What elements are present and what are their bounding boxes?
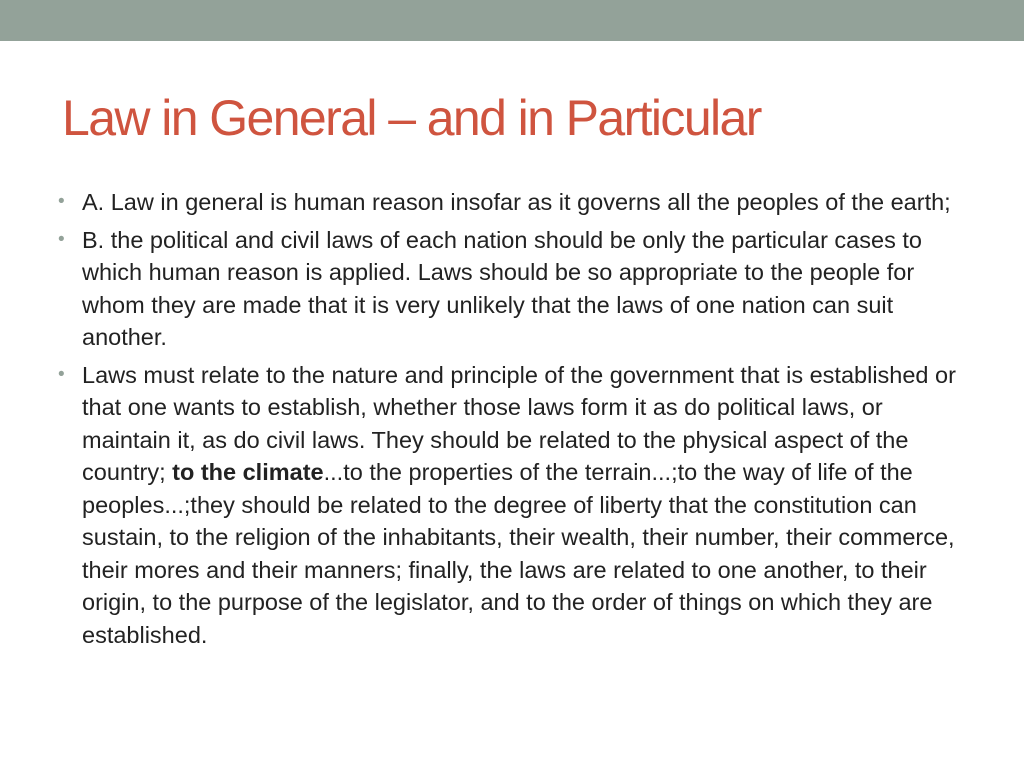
bullet-text: A. Law in general is human reason insofar as it governs all the peoples of the earth; — [82, 189, 951, 215]
bullet-text-emphasis: to the climate — [172, 459, 324, 485]
bullet-text: B. the political and civil laws of each nation should be only the particular cases to which human reason is applied. Laws should be so appropriate to the people for whom they are made that it is very unlikely that the laws of one nation can suit another. — [82, 226, 922, 350]
bullet-icon: • — [58, 363, 65, 385]
bullet-text-end: ...to the properties of the terrain...;to the way of life of the peoples...;they should be related to the degree of liberty that the constitution can sustain, to the religion of the inhabitants, their wealth, their number, their commerce, their mores and their manners; finally, the laws are related to one another, to their origin, to the purpose of the legislator, and to the order of things on which they are established. — [82, 459, 955, 648]
slide-title: Law in General – and in Particular — [62, 90, 761, 146]
top-accent-bar — [0, 0, 1024, 41]
bullet-item-a — [58, 186, 968, 219]
bullet-icon: • — [58, 228, 65, 250]
bullet-text-start: Laws must relate to the nature and principle of the government that is established or that one wants to establish, whether those laws form it as do political laws, or maintain it, as do civil laws. They should be related to the physical aspect of the country; — [82, 361, 956, 485]
bullet-item-laws-relate — [58, 359, 968, 652]
bullet-item-b — [58, 224, 968, 354]
bullet-list — [58, 186, 968, 656]
bullet-icon: • — [58, 191, 65, 212]
